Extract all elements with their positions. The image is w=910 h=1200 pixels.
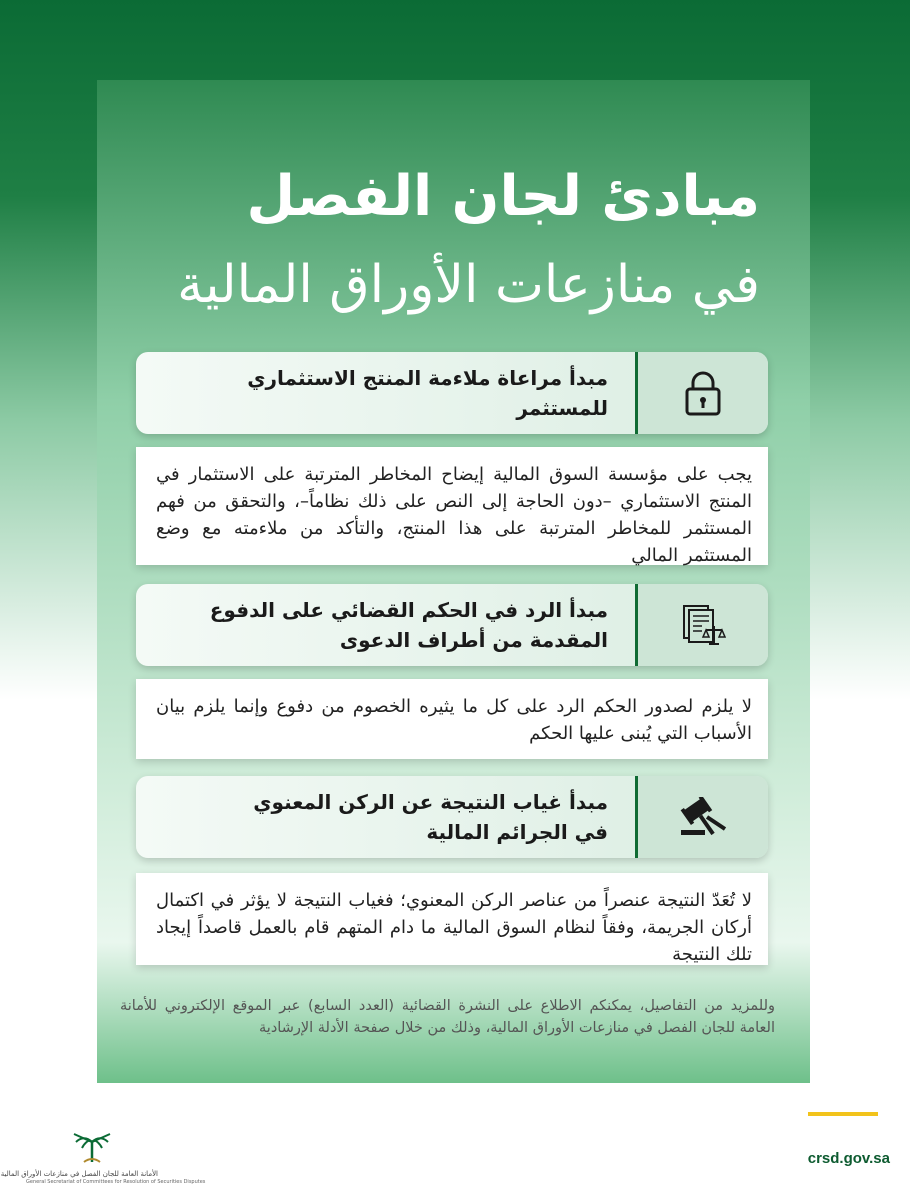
principle-3-heading-card — [136, 776, 768, 858]
principle-3-divider — [635, 776, 638, 858]
principle-3-icon-slot — [638, 776, 768, 858]
legal-documents-scale-icon — [680, 602, 726, 648]
principle-3-body: لا تُعَدّ النتيجة عنصراً من عناصر الركن المعنوي؛ فغياب النتيجة لا يؤثر في اكتمال أركان الجريمة، وفقاً لنظام السوق المالية ما دام المتهم قام بالعمل قاصداً إيجاد تلك النتيجة — [156, 890, 752, 965]
gold-accent-line — [808, 1112, 878, 1116]
logo-english-name: General Secretariat of Committees for Resolution of Securities Disputes — [26, 1179, 206, 1185]
organization-logo — [0, 1130, 206, 1190]
principle-2-heading-line-1: مبدأ الرد في الحكم القضائي على الدفوع — [209, 598, 608, 622]
principle-2-heading-card — [136, 584, 768, 666]
page-title: مبادئ لجان الفصل — [246, 164, 760, 229]
principle-2-body: لا يلزم لصدور الحكم الرد على كل ما يثيره الخصوم من دفوع وإنما يلزم بيان الأسباب التي يُبنى عليها الحكم — [156, 696, 752, 744]
principle-1-body: يجب على مؤسسة السوق المالية إيضاح المخاطر المترتبة على الاستثمار في المنتج الاستثماري –دون الحاجة إلى النص على ذلك نظاماً–، والتحقق من فهم المستثمر للمخاطر المترتبة على هذا المنتج، والتأكد من ملاءمته مع وضع المستثمر المالي — [156, 464, 752, 566]
principle-2-icon-slot — [638, 584, 768, 666]
principle-3-heading-line-2: في الجرائم المالية — [426, 820, 608, 844]
principle-1-heading-line-1: مبدأ مراعاة ملاءمة المنتج الاستثماري للمستثمر — [247, 366, 608, 420]
website-link[interactable]: crsd.gov.sa — [807, 1150, 890, 1167]
principle-1-heading — [156, 352, 608, 434]
lock-icon — [684, 370, 722, 416]
logo-arabic-name: الأمانة العامة للجان الفصل في منازعات الأوراق المالية — [0, 1170, 158, 1178]
principle-1-icon-slot — [638, 352, 768, 434]
principle-3-heading-line-1: مبدأ غياب النتيجة عن الركن المعنوي — [253, 790, 608, 814]
principle-1-heading-card — [136, 352, 768, 434]
principle-2-body-card — [136, 679, 768, 759]
principle-2-divider — [635, 584, 638, 666]
gavel-icon — [677, 797, 729, 837]
principle-1-divider — [635, 352, 638, 434]
palm-tree-logo-icon — [70, 1130, 114, 1166]
footer-note: وللمزيد من التفاصيل، يمكنكم الاطلاع على النشرة القضائية (العدد السابع) عبر الموقع الإلكتروني للأمانة العامة للجان الفصل في منازعات الأوراق المالية، وذلك من خلال صفحة الأدلة الإرشادية — [120, 998, 775, 1036]
principle-2-heading-line-2: المقدمة من أطراف الدعوى — [339, 628, 608, 652]
principle-3-heading — [156, 776, 608, 858]
principle-1-body-card — [136, 447, 768, 565]
principle-2-heading — [156, 584, 608, 666]
page-subtitle: في منازعات الأوراق المالية — [177, 255, 760, 315]
principle-3-body-card — [136, 873, 768, 965]
